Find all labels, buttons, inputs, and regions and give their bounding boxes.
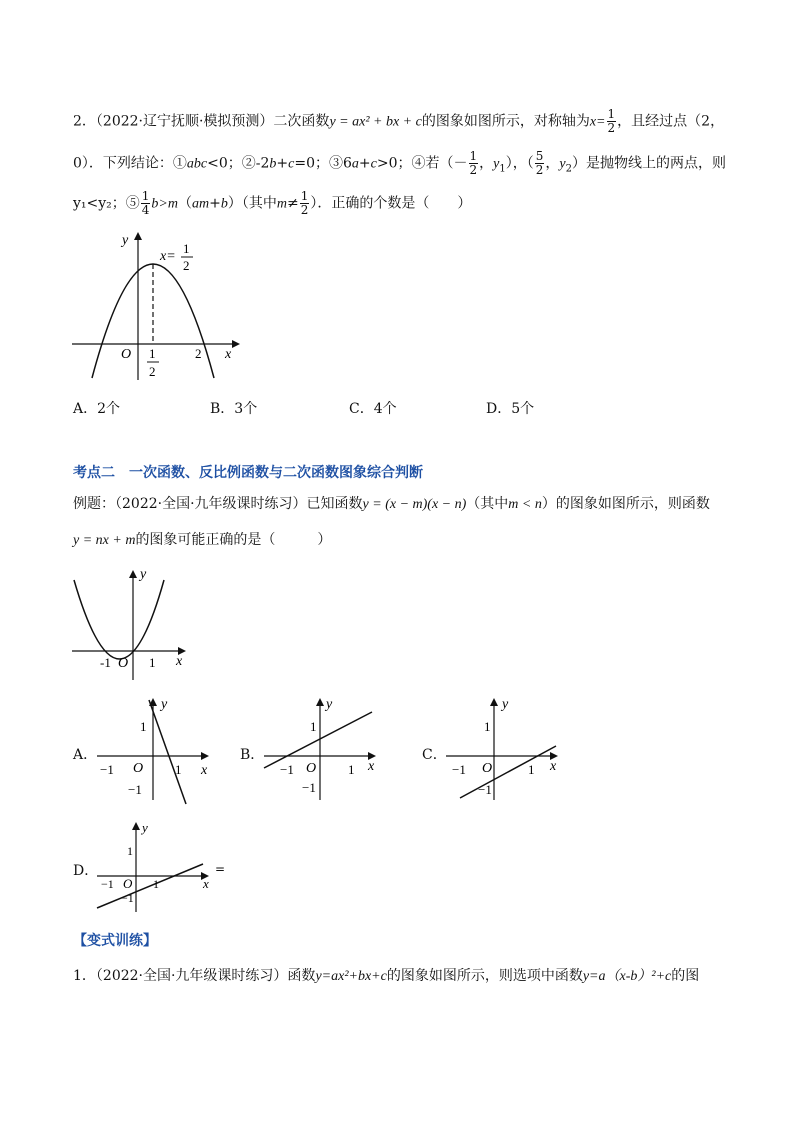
y-arrow bbox=[490, 698, 498, 706]
example-text: 例题：（2022·全国·九年级课时练习）已知函数 bbox=[73, 496, 363, 512]
y-arrow bbox=[134, 232, 142, 240]
q2-line-3 bbox=[73, 190, 471, 217]
neg1-y-label: −1 bbox=[128, 782, 142, 797]
x-label: x bbox=[176, 654, 183, 669]
kp2-example-line-2 bbox=[73, 530, 331, 551]
x-label: x bbox=[550, 759, 557, 774]
frac-den: 2 bbox=[469, 163, 478, 177]
axis-eq-num: 1 bbox=[183, 241, 190, 256]
neg1-label: -1 bbox=[100, 655, 111, 670]
variant-equation-2: y=a（x-b）²+c bbox=[582, 969, 672, 984]
root-label: 2 bbox=[195, 346, 202, 361]
q2-option-a: A．2个 bbox=[73, 401, 121, 417]
x-arrow bbox=[232, 340, 240, 348]
frac-num: 1 bbox=[607, 107, 616, 121]
variant-q1-line bbox=[73, 966, 699, 987]
neg1-label: −1 bbox=[101, 877, 114, 891]
parabola-curve bbox=[74, 580, 164, 659]
frac-den: 4 bbox=[141, 203, 150, 217]
frac-den: 2 bbox=[535, 163, 544, 177]
example-text: ）的图象如图所示，则函数 bbox=[541, 496, 710, 512]
fraction-five-half bbox=[535, 150, 545, 177]
q2-text: >0；④若（－ bbox=[376, 155, 468, 172]
q2-option-c: C．4个 bbox=[349, 401, 397, 417]
math: y bbox=[559, 156, 566, 172]
line-graph bbox=[149, 700, 186, 804]
origin-label: O bbox=[306, 761, 317, 776]
frac-num: 5 bbox=[535, 149, 544, 163]
one-y-label: 1 bbox=[140, 719, 147, 734]
math: abc bbox=[186, 156, 208, 172]
variant-text: 1．（2022·全国·九年级课时练习）函数 bbox=[73, 968, 316, 984]
q2-text: ）．正确的个数是（ ） bbox=[310, 195, 472, 212]
q2-option-d: D．5个 bbox=[486, 401, 535, 417]
one-label: 1 bbox=[149, 655, 156, 670]
option-c-label: C． bbox=[422, 747, 447, 763]
neg1-label: −1 bbox=[452, 762, 466, 777]
q2-text: <0；②-2 bbox=[207, 155, 270, 172]
q2-text: ，且经过点（2， bbox=[617, 113, 725, 130]
neg1-label: −1 bbox=[100, 762, 114, 777]
variant-equation: y=ax²+bx+c bbox=[315, 969, 387, 984]
neg1-y-label: −1 bbox=[478, 782, 492, 797]
option-c-graph bbox=[444, 696, 574, 806]
q2-text: ≠ bbox=[286, 195, 299, 212]
math: b> bbox=[151, 196, 168, 212]
q2-text: + bbox=[358, 155, 371, 172]
option-d-tail: = bbox=[215, 862, 226, 876]
q2-text: + bbox=[276, 155, 289, 172]
origin-label: O bbox=[118, 656, 129, 671]
q2-text: 的图象如图所示，对称轴为 bbox=[421, 113, 590, 130]
line-graph bbox=[264, 712, 372, 768]
q2-intro: 2．（2022·辽宁抚顺·模拟预测）二次函数 bbox=[73, 113, 330, 130]
q2-text: ）是抛物线上的两点，则 bbox=[571, 155, 726, 172]
frac-num: 1 bbox=[300, 189, 309, 203]
example-equation-2: y = nx + m bbox=[73, 533, 136, 548]
half-num: 1 bbox=[149, 346, 156, 361]
q2-text: 0）．下列结论：① bbox=[73, 155, 187, 172]
line-graph bbox=[460, 746, 556, 798]
axis-eq-label: x= bbox=[160, 249, 176, 264]
q2-text: ）（其中 bbox=[227, 195, 277, 212]
one-x-label: 1 bbox=[348, 762, 355, 777]
y-label: y bbox=[140, 567, 147, 582]
math: y bbox=[493, 156, 500, 172]
q2-equation: y = ax² + bx + c bbox=[329, 114, 422, 130]
example-parabola-graph bbox=[70, 566, 200, 686]
q2-text: y₁<y₂；⑤ bbox=[73, 195, 140, 212]
math: m bbox=[276, 196, 287, 212]
y-label: y bbox=[122, 233, 129, 248]
origin-label: O bbox=[123, 876, 133, 891]
math: am bbox=[192, 196, 210, 212]
one-y-label: 1 bbox=[310, 719, 317, 734]
frac-den: 2 bbox=[300, 203, 309, 217]
fraction-half bbox=[469, 150, 479, 177]
q2-text: ， bbox=[479, 155, 494, 172]
q2-line-2: 0）．下列结论：①abc<0；②-2b+c=0；③6a+c>0；④若（－ $\frac{1}{2}$ ，$y_1$），（ $\frac{5}{2}$ ，$y_2$）是抛物线上的两点，则 bbox=[73, 149, 726, 177]
variant-heading: 【变式训练】 bbox=[73, 933, 157, 949]
option-d-label: D． bbox=[73, 863, 99, 879]
y-arrow bbox=[316, 698, 324, 706]
math: c bbox=[370, 156, 377, 172]
q2-text: =0；③6 bbox=[294, 155, 352, 172]
neg1-y-label: −1 bbox=[302, 780, 316, 795]
axis-eq-den: 2 bbox=[183, 258, 190, 273]
one-y-label: 1 bbox=[127, 844, 133, 858]
option-b-label: B． bbox=[240, 747, 265, 763]
variant-text: 的图象如图所示，则选项中函数 bbox=[386, 968, 583, 984]
example-text: （其中 bbox=[466, 496, 509, 512]
frac-num: 1 bbox=[141, 189, 150, 203]
y-label: y bbox=[142, 820, 148, 835]
kp2-heading: 考点二 一次函数、反比例函数与二次函数图象综合判断 bbox=[73, 465, 423, 481]
option-a-graph bbox=[95, 696, 225, 806]
half-den: 2 bbox=[149, 364, 156, 379]
math: m bbox=[167, 196, 178, 212]
q2-text: + bbox=[209, 195, 221, 212]
x-arrow bbox=[201, 752, 209, 760]
y-arrow bbox=[129, 570, 137, 578]
origin-label: O bbox=[133, 761, 144, 776]
y-arrow bbox=[132, 822, 140, 830]
x-label: x bbox=[203, 876, 209, 891]
neg1-label: −1 bbox=[280, 762, 294, 777]
q2-parabola-graph bbox=[70, 228, 250, 388]
example-condition: m < n bbox=[508, 497, 542, 512]
q2-line-1 bbox=[73, 108, 724, 135]
neg1-y-label: −1 bbox=[121, 891, 134, 905]
origin-label: O bbox=[482, 761, 493, 776]
frac-den: 2 bbox=[607, 121, 616, 135]
y-label: y bbox=[161, 697, 168, 712]
variant-text: 的图 bbox=[671, 968, 700, 984]
q2-text: ），（ bbox=[505, 155, 534, 172]
example-equation: y = (x − m)(x − n) bbox=[362, 497, 467, 512]
q2-text: ， bbox=[545, 155, 560, 172]
kp2-example-line-1 bbox=[73, 494, 710, 515]
fraction-half bbox=[607, 108, 617, 135]
one-x-label: 1 bbox=[528, 762, 535, 777]
q2-option-b: B．3个 bbox=[210, 401, 258, 417]
math: a bbox=[351, 156, 359, 172]
x-label: x bbox=[225, 347, 232, 362]
math: b bbox=[269, 156, 277, 172]
one-x-label: 1 bbox=[175, 762, 182, 777]
y-label: y bbox=[326, 697, 333, 712]
frac-num: 1 bbox=[469, 149, 478, 163]
math: b bbox=[220, 196, 228, 212]
fraction-quarter bbox=[141, 190, 151, 217]
example-text: 的图象可能正确的是（ ） bbox=[135, 532, 332, 548]
one-y-label: 1 bbox=[484, 719, 491, 734]
origin-label: O bbox=[121, 347, 132, 362]
axis-symbol: x= bbox=[589, 114, 606, 130]
q2-text: （ bbox=[178, 195, 192, 212]
x-label: x bbox=[368, 759, 375, 774]
math: c bbox=[288, 156, 295, 172]
option-b-graph bbox=[262, 696, 392, 806]
x-label: x bbox=[201, 763, 208, 778]
fraction-half bbox=[300, 190, 310, 217]
one-x-label: 1 bbox=[153, 877, 159, 891]
option-d-graph bbox=[95, 820, 225, 920]
option-a-label: A． bbox=[73, 747, 98, 763]
y-label: y bbox=[502, 697, 509, 712]
